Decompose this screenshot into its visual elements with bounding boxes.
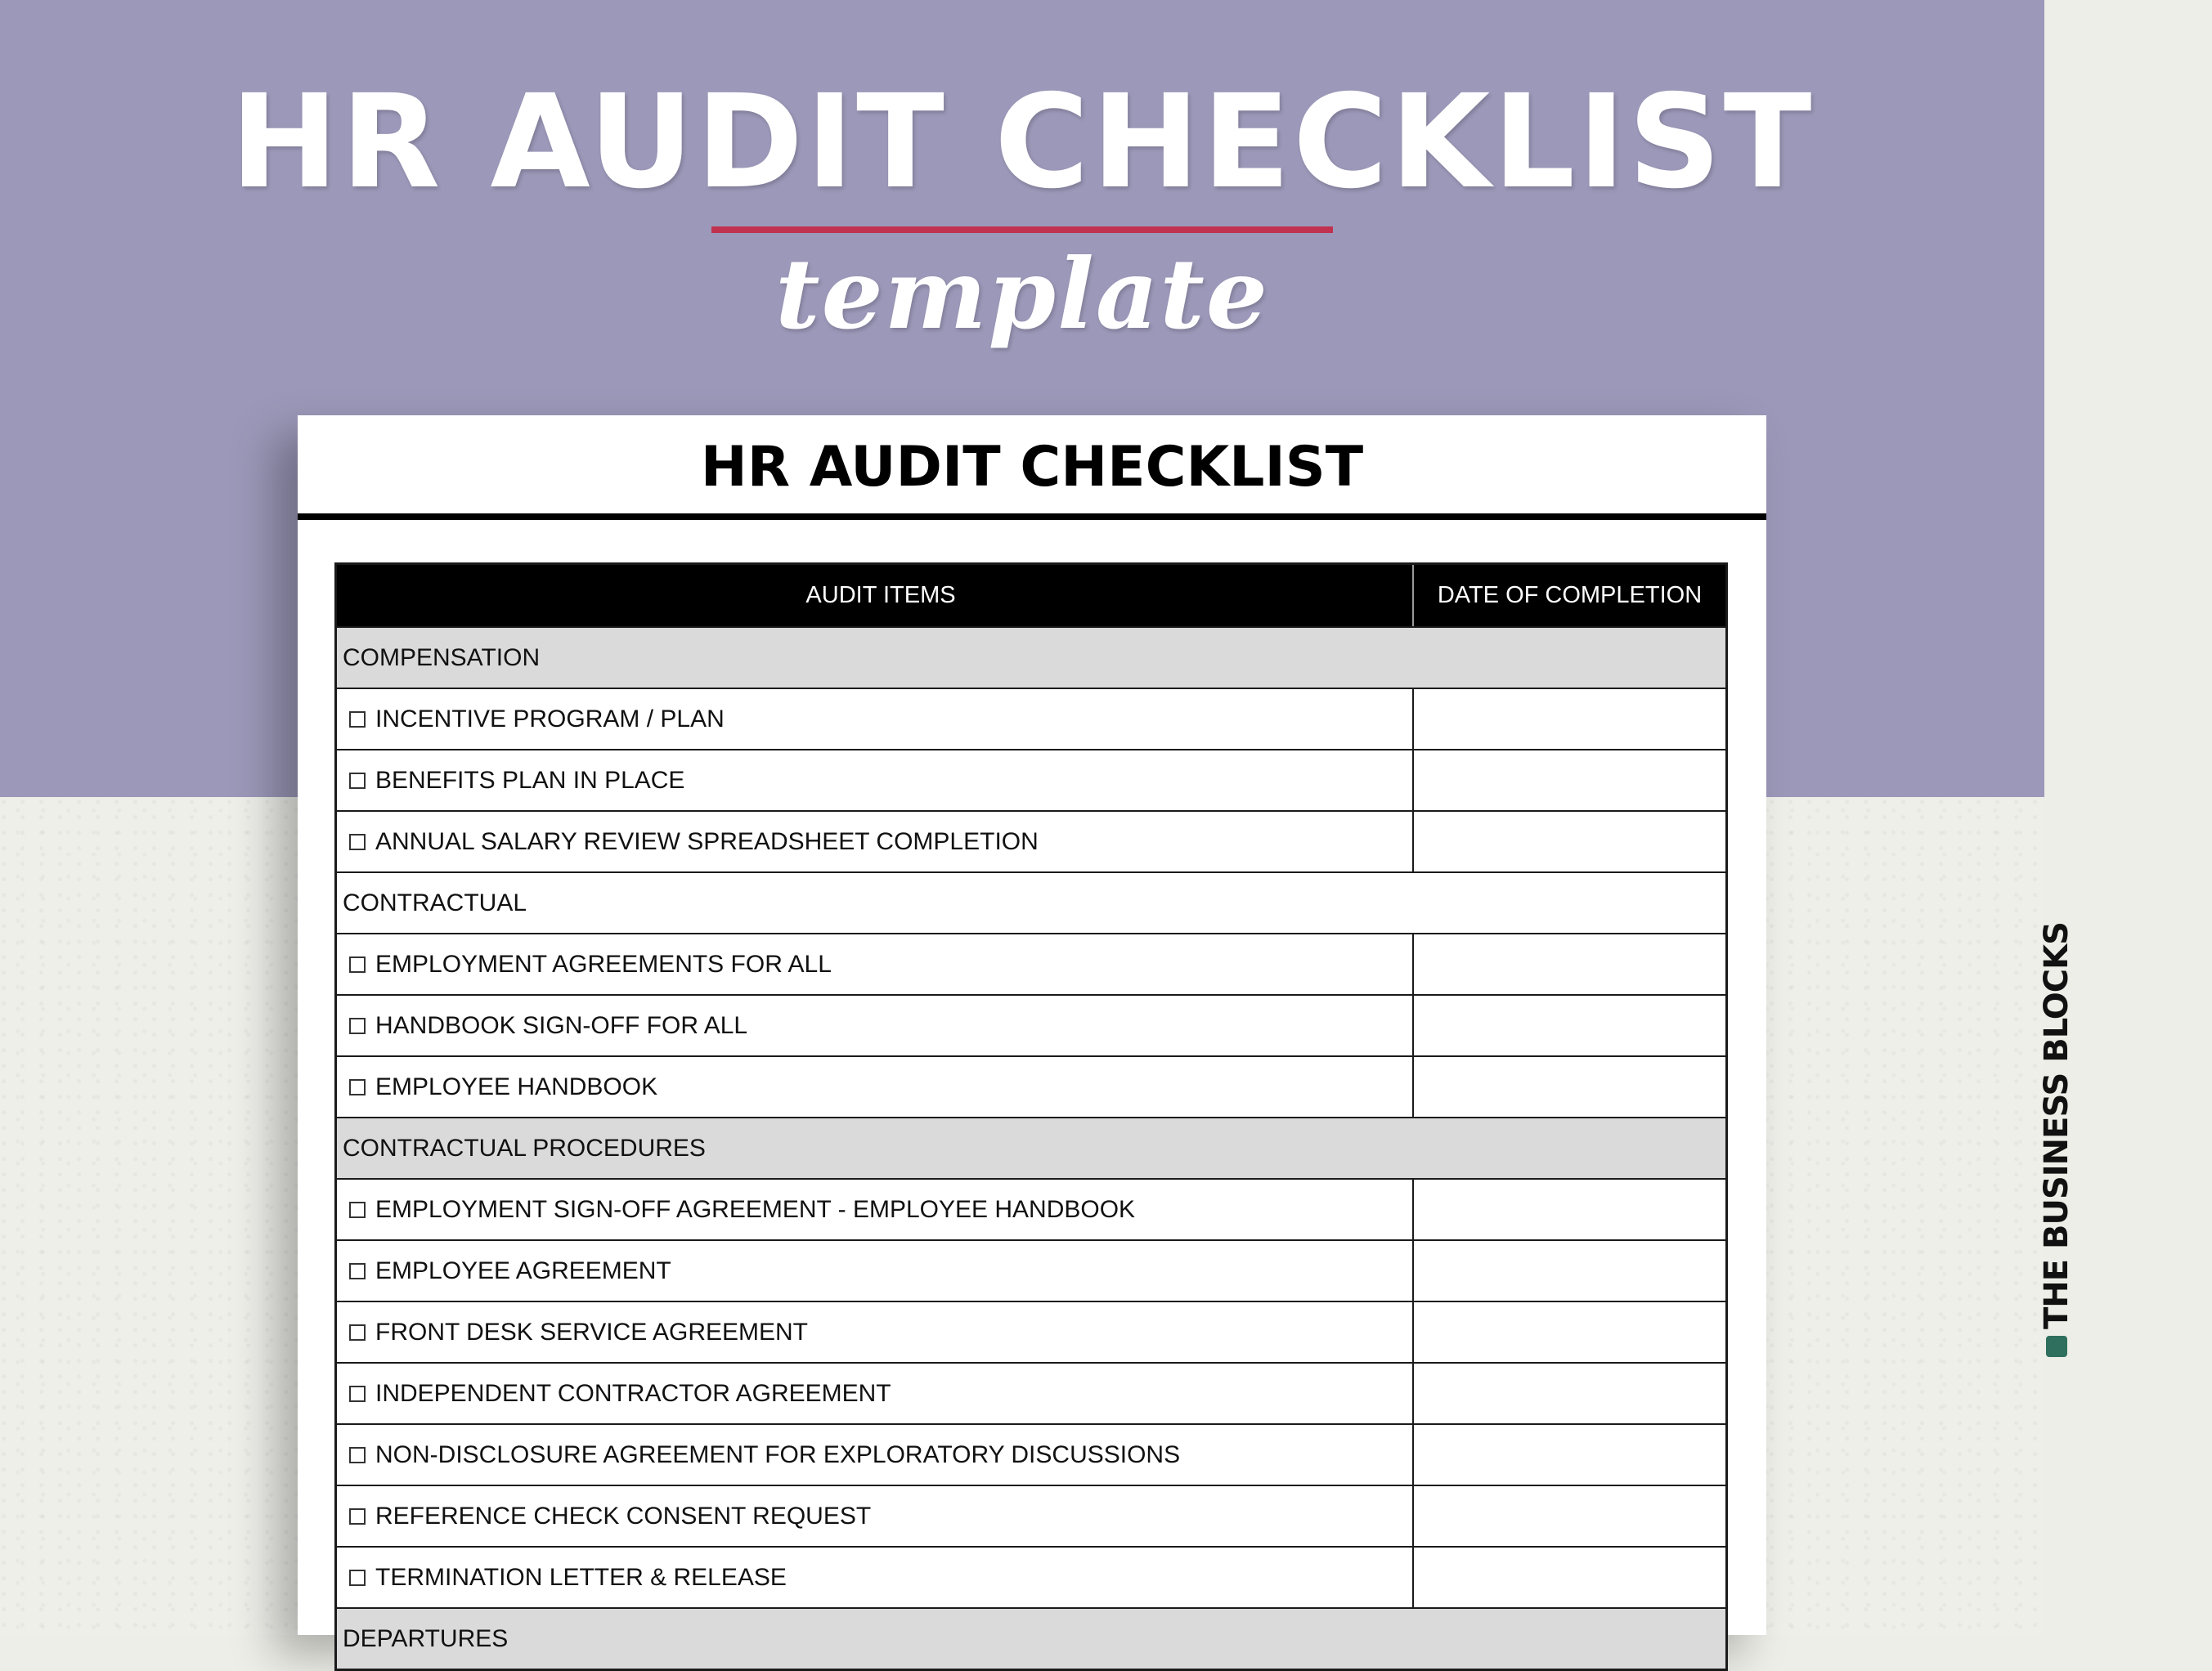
table-row xyxy=(337,1423,1725,1485)
audit-item-cell xyxy=(337,1302,1412,1362)
checkbox[interactable] xyxy=(349,1508,366,1525)
date-of-completion-cell[interactable] xyxy=(1412,1180,1725,1239)
audit-item-cell xyxy=(337,1057,1412,1117)
banner-subtitle: template xyxy=(775,237,1269,351)
audit-item-label: EMPLOYEE HANDBOOK xyxy=(375,1073,658,1100)
date-of-completion-cell[interactable] xyxy=(1412,1486,1725,1546)
checkbox[interactable] xyxy=(349,1202,366,1218)
brand-logo xyxy=(1901,922,2212,1357)
checkbox[interactable] xyxy=(349,1263,366,1279)
audit-item-cell xyxy=(337,812,1412,871)
audit-item-label: BENEFITS PLAN IN PLACE xyxy=(375,766,685,794)
document-title: HR AUDIT CHECKLIST xyxy=(700,435,1364,500)
date-of-completion-cell[interactable] xyxy=(1412,1548,1725,1607)
date-of-completion-cell[interactable] xyxy=(1412,996,1725,1055)
section-label: DEPARTURES xyxy=(343,1624,509,1652)
checkbox[interactable] xyxy=(349,1570,366,1586)
audit-item-cell xyxy=(337,1241,1412,1301)
section-row xyxy=(337,1607,1725,1669)
title-divider xyxy=(298,513,1766,520)
section-label: CONTRACTUAL PROCEDURES xyxy=(343,1134,706,1162)
audit-item-label: NON-DISCLOSURE AGREEMENT FOR EXPLORATORY DISCUSSIONS xyxy=(375,1440,1181,1468)
brand-name: THE BUSINESS BLOCKS xyxy=(2038,922,2075,1329)
date-of-completion-cell[interactable] xyxy=(1412,1302,1725,1362)
table-row xyxy=(337,1485,1725,1546)
table-row xyxy=(337,994,1725,1055)
audit-item-label: REFERENCE CHECK CONSENT REQUEST xyxy=(375,1502,872,1530)
audit-item-cell xyxy=(337,1180,1412,1239)
audit-item-label: EMPLOYMENT SIGN-OFF AGREEMENT - EMPLOYEE HANDBOOK xyxy=(375,1195,1136,1223)
checkbox[interactable] xyxy=(349,1018,366,1034)
column-header-audit-items: AUDIT ITEMS xyxy=(805,582,956,608)
blocks-icon xyxy=(2046,1336,2067,1357)
section-label: COMPENSATION xyxy=(343,643,541,671)
audit-item-label: EMPLOYMENT AGREEMENTS FOR ALL xyxy=(375,950,832,978)
checkbox[interactable] xyxy=(349,834,366,850)
audit-item-label: HANDBOOK SIGN-OFF FOR ALL xyxy=(375,1011,748,1039)
checkbox[interactable] xyxy=(349,1324,366,1341)
audit-item-cell xyxy=(337,1364,1412,1423)
audit-item-cell xyxy=(337,996,1412,1055)
audit-item-label: FRONT DESK SERVICE AGREEMENT xyxy=(375,1318,808,1346)
table-row xyxy=(337,1546,1725,1607)
checkbox[interactable] xyxy=(349,1447,366,1463)
audit-item-cell xyxy=(337,934,1412,994)
audit-item-cell xyxy=(337,689,1412,749)
audit-table xyxy=(334,562,1728,1671)
checkbox[interactable] xyxy=(349,1386,366,1402)
date-of-completion-cell[interactable] xyxy=(1412,750,1725,810)
table-row xyxy=(337,1178,1725,1239)
section-row xyxy=(337,626,1725,688)
checkbox[interactable] xyxy=(349,956,366,973)
table-row xyxy=(337,1301,1725,1362)
audit-item-cell xyxy=(337,1425,1412,1485)
audit-item-label: INDEPENDENT CONTRACTOR AGREEMENT xyxy=(375,1379,891,1407)
checklist-document xyxy=(298,415,1766,1652)
audit-item-label: EMPLOYEE AGREEMENT xyxy=(375,1257,671,1284)
checkbox[interactable] xyxy=(349,773,366,789)
date-of-completion-cell[interactable] xyxy=(1412,1425,1725,1485)
table-row xyxy=(337,810,1725,871)
date-of-completion-cell[interactable] xyxy=(1412,1241,1725,1301)
table-row xyxy=(337,688,1725,749)
table-row xyxy=(337,1055,1725,1117)
section-label: CONTRACTUAL xyxy=(343,889,527,916)
date-of-completion-cell[interactable] xyxy=(1412,934,1725,994)
table-header-row xyxy=(337,565,1725,626)
audit-item-cell xyxy=(337,1486,1412,1546)
section-row xyxy=(337,871,1725,933)
date-of-completion-cell[interactable] xyxy=(1412,812,1725,871)
audit-item-label: ANNUAL SALARY REVIEW SPREADSHEET COMPLETION xyxy=(375,827,1039,855)
table-row xyxy=(337,749,1725,810)
checkbox[interactable] xyxy=(349,711,366,728)
table-row xyxy=(337,1362,1725,1423)
audit-item-cell xyxy=(337,1548,1412,1607)
audit-item-cell xyxy=(337,750,1412,810)
date-of-completion-cell[interactable] xyxy=(1412,1057,1725,1117)
banner-underline xyxy=(711,226,1333,233)
column-header-date-of-completion: DATE OF COMPLETION xyxy=(1412,565,1725,626)
checkbox[interactable] xyxy=(349,1079,366,1095)
table-row xyxy=(337,1239,1725,1301)
date-of-completion-cell[interactable] xyxy=(1412,689,1725,749)
audit-item-label: TERMINATION LETTER & RELEASE xyxy=(375,1563,787,1591)
section-row xyxy=(337,1117,1725,1178)
audit-item-label: INCENTIVE PROGRAM / PLAN xyxy=(375,705,725,732)
table-row xyxy=(337,933,1725,994)
date-of-completion-cell[interactable] xyxy=(1412,1364,1725,1423)
banner-title: HR AUDIT CHECKLIST xyxy=(230,67,1815,217)
